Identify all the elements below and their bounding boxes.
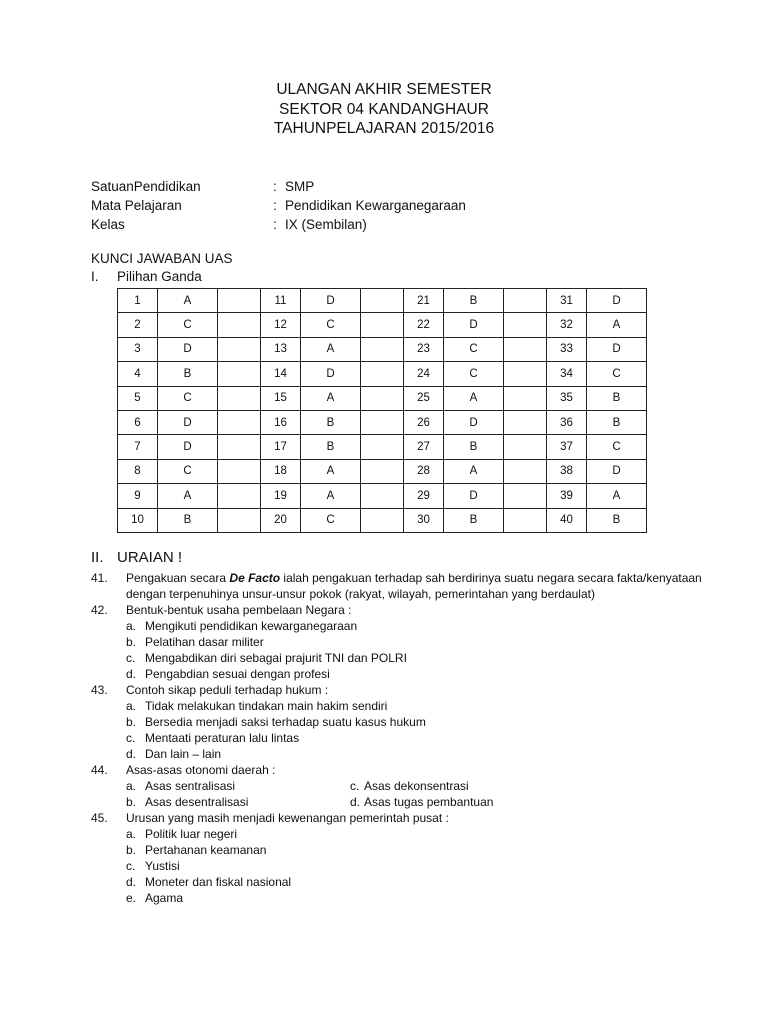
spacer-cell xyxy=(218,337,261,361)
option-item: a. Politik luar negeri xyxy=(126,827,238,841)
spacer-cell xyxy=(504,386,547,410)
answer-letter: A xyxy=(444,386,504,410)
question-42: 42. Bentuk-bentuk usaha pembelaan Negara : xyxy=(91,603,352,617)
answer-row xyxy=(118,313,647,337)
question-number: 31 xyxy=(547,289,587,313)
question-number: 19 xyxy=(261,484,301,508)
spacer-cell xyxy=(504,484,547,508)
answer-letter: D xyxy=(158,435,218,459)
question-number: 18 xyxy=(261,459,301,483)
spacer-cell xyxy=(504,410,547,434)
answer-letter: C xyxy=(587,435,647,459)
option-item: a. Mengikuti pendidikan kewarganegaraan xyxy=(126,619,358,633)
option-item: b. Bersedia menjadi saksi terhadap suatu kasus hukum xyxy=(126,715,426,729)
answer-row xyxy=(118,459,647,483)
answer-letter: A xyxy=(158,484,218,508)
question-number: 28 xyxy=(404,459,444,483)
option-item: c. Yustisi xyxy=(126,859,180,873)
title-line-3: TAHUNPELAJARAN 2015/2016 xyxy=(273,120,495,137)
option-row: b. Asas desentralisasi d. Asas tugas pembantuan xyxy=(126,795,494,809)
answer-letter: C xyxy=(158,459,218,483)
question-number: 30 xyxy=(404,508,444,532)
question-41: 41. Pengakuan secara De Facto ialah pengakuan terhadap sah berdirinya suatu negara secara fakta/kenyataan dengan terpenuhinya unsur-unsur pokok (rakyat, wilayah, pemerintahan yang berdaulat) xyxy=(91,571,702,601)
answer-letter: C xyxy=(158,386,218,410)
answer-row xyxy=(118,435,647,459)
spacer-cell xyxy=(218,410,261,434)
question-number: 16 xyxy=(261,410,301,434)
answer-row xyxy=(118,386,647,410)
answer-letter: C xyxy=(587,362,647,386)
question-number: 22 xyxy=(404,313,444,337)
answer-letter: A xyxy=(587,484,647,508)
question-number: 25 xyxy=(404,386,444,410)
answer-letter: A xyxy=(301,337,361,361)
essay-heading: II. URAIAN ! xyxy=(91,549,183,566)
answer-row xyxy=(118,337,647,361)
info-row-kelas: Kelas : IX (Sembilan) xyxy=(91,217,367,232)
answer-key-heading: KUNCI JAWABAN UAS xyxy=(91,251,233,266)
spacer-cell xyxy=(218,508,261,532)
question-number: 40 xyxy=(547,508,587,532)
question-number: 27 xyxy=(404,435,444,459)
answer-letter: B xyxy=(587,386,647,410)
question-number: 1 xyxy=(118,289,158,313)
multiple-choice-heading: I. Pilihan Ganda xyxy=(91,269,202,284)
option-row: a. Asas sentralisasi c. Asas dekonsentrasi xyxy=(126,779,469,793)
spacer-cell xyxy=(504,459,547,483)
answer-letter: D xyxy=(301,362,361,386)
spacer-cell xyxy=(361,508,404,532)
answer-letter: B xyxy=(301,435,361,459)
answer-letter: A xyxy=(301,386,361,410)
question-number: 37 xyxy=(547,435,587,459)
option-item: b. Pelatihan dasar militer xyxy=(126,635,264,649)
question-43: 43. Contoh sikap peduli terhadap hukum : xyxy=(91,683,329,697)
question-number: 7 xyxy=(118,435,158,459)
answer-letter: B xyxy=(444,289,504,313)
question-number: 38 xyxy=(547,459,587,483)
answer-letter: B xyxy=(444,435,504,459)
answer-letter: C xyxy=(444,337,504,361)
spacer-cell xyxy=(504,289,547,313)
answer-letter: C xyxy=(444,362,504,386)
question-number: 29 xyxy=(404,484,444,508)
answer-letter: B xyxy=(587,508,647,532)
document-title xyxy=(0,80,768,139)
answer-row xyxy=(118,410,647,434)
question-number: 32 xyxy=(547,313,587,337)
question-number: 6 xyxy=(118,410,158,434)
question-number: 11 xyxy=(261,289,301,313)
option-item: c. Mentaati peraturan lalu lintas xyxy=(126,731,300,745)
info-row-mapel: Mata Pelajaran : Pendidikan Kewarganegaraan xyxy=(91,198,466,213)
question-number: 23 xyxy=(404,337,444,361)
answer-row xyxy=(118,484,647,508)
spacer-cell xyxy=(361,484,404,508)
question-number: 13 xyxy=(261,337,301,361)
spacer-cell xyxy=(504,435,547,459)
spacer-cell xyxy=(218,386,261,410)
question-number: 15 xyxy=(261,386,301,410)
answer-row xyxy=(118,508,647,532)
spacer-cell xyxy=(218,435,261,459)
question-number: 21 xyxy=(404,289,444,313)
question-45: 45. Urusan yang masih menjadi kewenangan pemerintah pusat : xyxy=(91,811,449,825)
question-number: 17 xyxy=(261,435,301,459)
spacer-cell xyxy=(361,362,404,386)
spacer-cell xyxy=(218,459,261,483)
question-number: 39 xyxy=(547,484,587,508)
question-number: 36 xyxy=(547,410,587,434)
option-item: b. Pertahanan keamanan xyxy=(126,843,267,857)
spacer-cell xyxy=(504,508,547,532)
question-number: 2 xyxy=(118,313,158,337)
answer-letter: D xyxy=(301,289,361,313)
question-number: 3 xyxy=(118,337,158,361)
info-row-satuan: SatuanPendidikan : SMP xyxy=(91,179,315,194)
option-item: c. Mengabdikan diri sebagai prajurit TNI dan POLRI xyxy=(126,651,407,665)
identity-block xyxy=(91,177,466,234)
answer-letter: D xyxy=(158,410,218,434)
answer-letter: C xyxy=(301,508,361,532)
answer-letter: D xyxy=(444,484,504,508)
answer-letter: B xyxy=(301,410,361,434)
question-number: 20 xyxy=(261,508,301,532)
question-number: 35 xyxy=(547,386,587,410)
answer-letter: A xyxy=(444,459,504,483)
answer-letter: A xyxy=(301,484,361,508)
question-number: 8 xyxy=(118,459,158,483)
spacer-cell xyxy=(361,459,404,483)
question-number: 26 xyxy=(404,410,444,434)
spacer-cell xyxy=(504,337,547,361)
answer-letter: D xyxy=(158,337,218,361)
option-item: e. Agama xyxy=(126,891,184,905)
spacer-cell xyxy=(218,289,261,313)
spacer-cell xyxy=(361,386,404,410)
option-item: d. Dan lain – lain xyxy=(126,747,222,761)
spacer-cell xyxy=(361,337,404,361)
spacer-cell xyxy=(504,313,547,337)
answer-letter: B xyxy=(158,362,218,386)
answer-letter: A xyxy=(587,313,647,337)
spacer-cell xyxy=(504,362,547,386)
answer-letter: D xyxy=(587,289,647,313)
answer-letter: D xyxy=(444,313,504,337)
question-number: 33 xyxy=(547,337,587,361)
answer-letter: A xyxy=(158,289,218,313)
spacer-cell xyxy=(361,410,404,434)
question-number: 9 xyxy=(118,484,158,508)
answer-letter: D xyxy=(587,337,647,361)
answer-letter: A xyxy=(301,459,361,483)
spacer-cell xyxy=(218,313,261,337)
spacer-cell xyxy=(361,289,404,313)
answer-letter: B xyxy=(158,508,218,532)
answer-letter: D xyxy=(444,410,504,434)
question-44: 44. Asas-asas otonomi daerah : xyxy=(91,763,276,777)
answer-letter: B xyxy=(587,410,647,434)
spacer-cell xyxy=(218,362,261,386)
spacer-cell xyxy=(361,435,404,459)
question-number: 4 xyxy=(118,362,158,386)
title-line-2: SEKTOR 04 KANDANGHAUR xyxy=(279,100,489,118)
answer-row xyxy=(118,289,647,313)
option-item: d. Moneter dan fiskal nasional xyxy=(126,875,292,889)
question-number: 14 xyxy=(261,362,301,386)
question-number: 5 xyxy=(118,386,158,410)
answer-letter: D xyxy=(587,459,647,483)
question-number: 24 xyxy=(404,362,444,386)
answer-row xyxy=(118,362,647,386)
question-number: 12 xyxy=(261,313,301,337)
answer-letter: C xyxy=(158,313,218,337)
option-item: d. Pengabdian sesuai dengan profesi xyxy=(126,667,330,681)
spacer-cell xyxy=(218,484,261,508)
answer-letter: B xyxy=(444,508,504,532)
essay-answers xyxy=(91,570,711,906)
title-line-1: ULANGAN AKHIR SEMESTER xyxy=(276,81,492,98)
spacer-cell xyxy=(361,313,404,337)
answer-letter: C xyxy=(301,313,361,337)
answer-key-table xyxy=(117,288,647,533)
option-item: a. Tidak melakukan tindakan main hakim sendiri xyxy=(126,699,388,713)
question-number: 10 xyxy=(118,508,158,532)
question-number: 34 xyxy=(547,362,587,386)
